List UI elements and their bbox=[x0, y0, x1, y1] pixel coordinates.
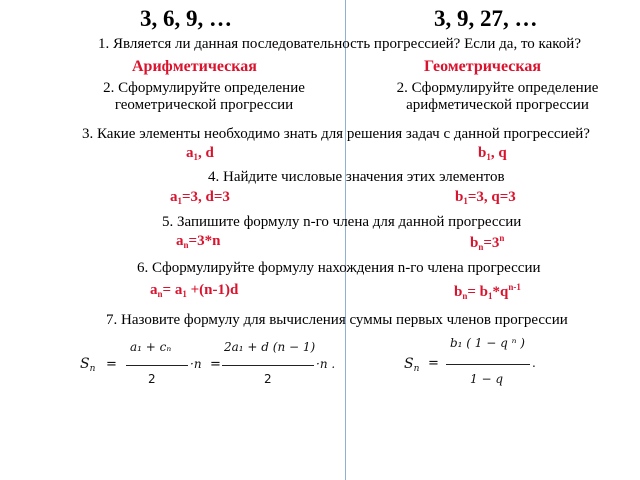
answer-general-right bbox=[454, 282, 521, 301]
formula-num: b₁ ( 1 − q ⁿ ) bbox=[450, 336, 525, 350]
question-2-right-line1: 2. Сформулируйте определение bbox=[396, 80, 599, 96]
sup-n-1: n-1 bbox=[508, 282, 521, 292]
column-divider bbox=[345, 0, 346, 480]
formula-eq-1: = bbox=[106, 357, 117, 372]
fraction-bar bbox=[446, 364, 530, 365]
formula-num-1: a₁ + cₙ bbox=[130, 340, 172, 354]
rest-text: , q bbox=[490, 145, 507, 161]
formula-eq: = bbox=[428, 356, 439, 371]
answer-values-left bbox=[170, 189, 230, 206]
formula-mult-1: ·n bbox=[190, 357, 202, 371]
mid-text: = a bbox=[162, 282, 183, 298]
rest-text: , d bbox=[198, 145, 214, 161]
var-a: a bbox=[170, 189, 178, 205]
lhs-sub: n bbox=[89, 364, 96, 374]
formula-num-2: 2a₁ + d (n − 1) bbox=[224, 340, 316, 354]
sub-n: n bbox=[462, 291, 468, 301]
lhs-s: S bbox=[404, 356, 414, 372]
question-5: 5. Запишите формулу n-го члена для данной прогрессии bbox=[162, 214, 522, 230]
sub-1: 1 bbox=[193, 152, 198, 162]
question-2-right-line2: арифметической прогрессии bbox=[406, 97, 589, 113]
lhs-s: S bbox=[80, 356, 90, 372]
formula-lhs bbox=[80, 356, 95, 374]
question-2-left-line2: геометрической прогрессии bbox=[114, 97, 294, 113]
question-7: 7. Назовите формулу для вычисления суммы первых членов прогрессии bbox=[106, 312, 568, 328]
sub-1: 1 bbox=[182, 289, 187, 299]
rest-text: =3, q=3 bbox=[467, 189, 516, 205]
sequence-right: 3, 9, 27, … bbox=[434, 6, 538, 31]
formula-lhs bbox=[404, 356, 419, 374]
answer-values-right bbox=[455, 189, 516, 206]
formula-arithmetic-sum bbox=[76, 334, 344, 396]
question-3: 3. Какие элементы необходимо знать для решения задач с данной прогрессией? bbox=[82, 126, 590, 142]
var-a: a bbox=[150, 282, 158, 298]
question-2-right bbox=[390, 80, 605, 114]
sub-n: n bbox=[478, 242, 484, 252]
question-6: 6. Сформулируйте формулу нахождения n-го члена прогрессии bbox=[137, 260, 541, 276]
sub-1: 1 bbox=[177, 196, 182, 206]
var-b: b bbox=[454, 284, 463, 300]
formula-den-1: 2 bbox=[148, 372, 156, 386]
rest-text: +(n-1)d bbox=[186, 282, 239, 298]
sub-n: n bbox=[157, 289, 163, 299]
lhs-sub: n bbox=[413, 364, 420, 374]
answer-nth-right bbox=[470, 233, 504, 252]
mid-text: = b bbox=[467, 284, 488, 300]
sub-1: 1 bbox=[488, 291, 493, 301]
var-b: b bbox=[455, 189, 464, 205]
var-a: a bbox=[176, 233, 184, 249]
rest-text: =3*n bbox=[188, 233, 221, 249]
answer-type-left: Арифметическая bbox=[132, 58, 257, 75]
question-4: 4. Найдите числовые значения этих элементов bbox=[208, 169, 505, 185]
rest-text: =3 bbox=[483, 235, 500, 251]
var-b: b bbox=[478, 145, 487, 161]
sub-n: n bbox=[183, 240, 189, 250]
rest-text: *q bbox=[492, 284, 509, 300]
var-a: a bbox=[186, 145, 194, 161]
sup-n: n bbox=[499, 233, 505, 243]
var-b: b bbox=[470, 235, 479, 251]
formula-den-2: 2 bbox=[264, 372, 272, 386]
sub-1: 1 bbox=[486, 152, 491, 162]
question-2-left bbox=[99, 80, 309, 114]
formula-mult-2: ·n . bbox=[316, 357, 336, 371]
rest-text: =3, d=3 bbox=[182, 189, 230, 205]
formula-geometric-sum bbox=[398, 332, 540, 394]
answer-nth-left bbox=[176, 233, 220, 250]
formula-eq-2: = bbox=[210, 357, 221, 372]
sequence-left: 3, 6, 9, … bbox=[140, 6, 232, 31]
answer-type-right: Геометрическая bbox=[424, 58, 541, 75]
fraction-bar-1 bbox=[126, 365, 188, 366]
fraction-bar-2 bbox=[222, 365, 314, 366]
sub-1: 1 bbox=[463, 196, 468, 206]
answer-elements-right bbox=[478, 145, 507, 162]
formula-den: 1 − q bbox=[470, 372, 503, 386]
formula-tail: . bbox=[532, 356, 536, 370]
answer-elements-left bbox=[186, 145, 214, 162]
question-1: 1. Является ли данная последовательность прогрессией? Если да, то какой? bbox=[98, 36, 581, 52]
answer-general-left bbox=[150, 282, 238, 299]
question-2-left-line1: 2. Сформулируйте определение bbox=[103, 80, 305, 96]
